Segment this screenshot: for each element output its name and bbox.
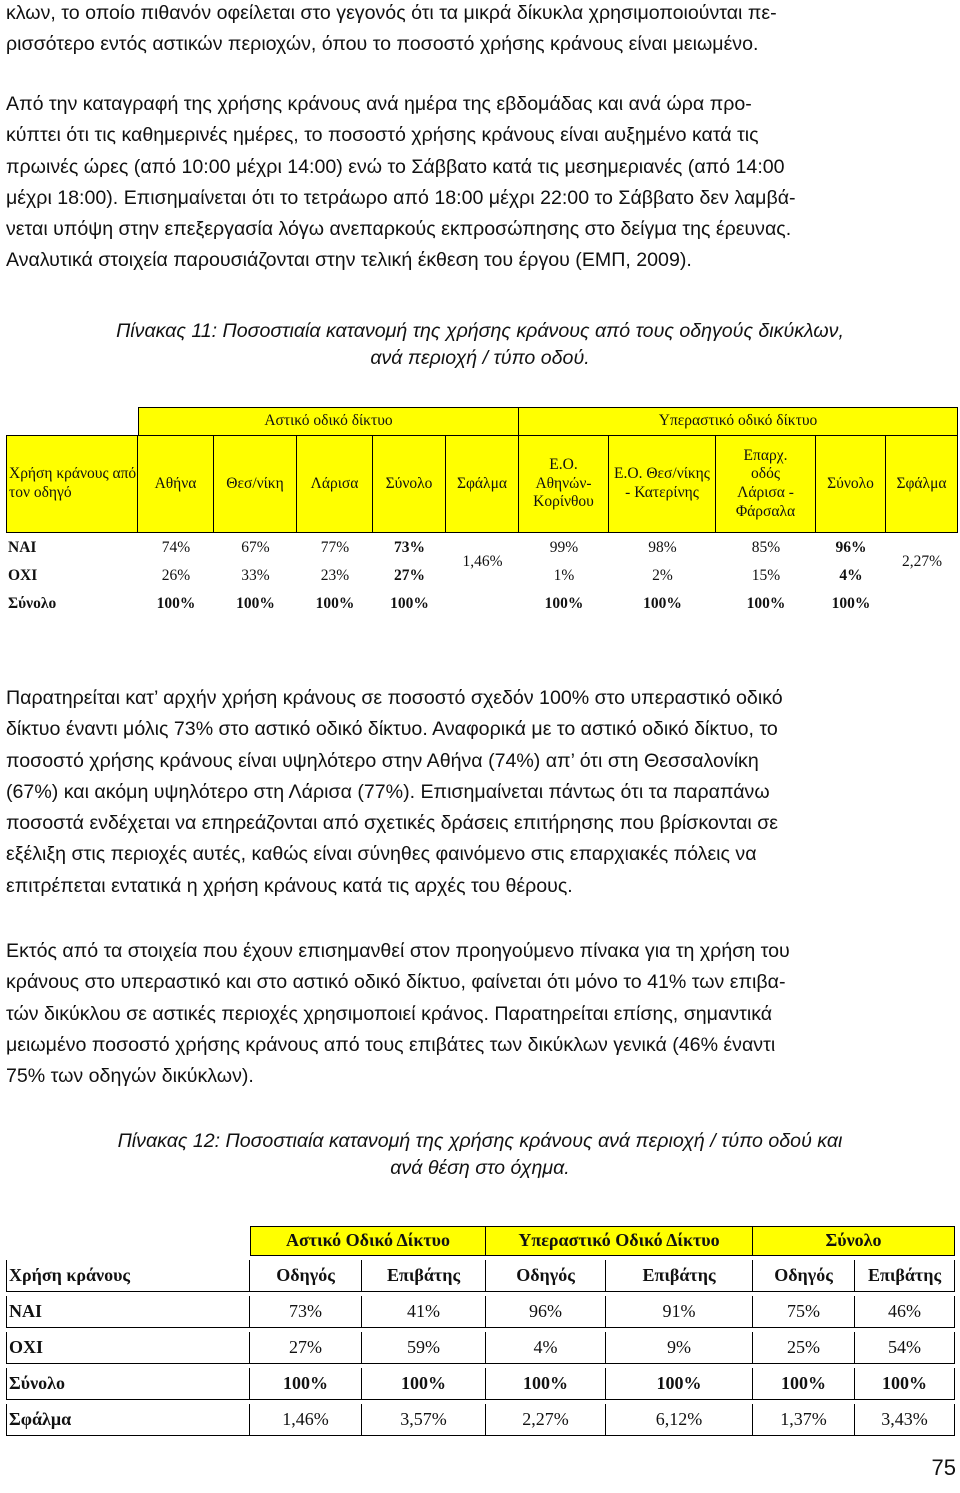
table-cell: 96% (486, 1296, 606, 1328)
text-line: τών δικύκλου σε αστικές περιοχές χρησιμοποιεί κράνος. Παρατηρείται επίσης, σημαντικά (6, 1002, 773, 1025)
table-cell: 25% (753, 1332, 855, 1364)
col-header: Λάρισα (297, 435, 373, 533)
row-label: Σύνολο (6, 1368, 250, 1400)
table-cell: 100% (236, 594, 275, 612)
table-cell: 77% (320, 538, 350, 556)
table-cell: 100% (390, 594, 429, 612)
row-label: ΝΑΙ (8, 538, 37, 556)
row-header: Χρήση κράνους (6, 1260, 250, 1292)
table-cell: 2% (652, 566, 673, 584)
col-header: Ε.Ο. Αθηνών-Κορίνθου (519, 435, 609, 533)
text-line: κύπτει ότι τις καθημερινές ημέρες, το ποσοστό χρήσης κράνους είναι αυξημένο κατά τις (6, 124, 759, 147)
text-line: δίκτυο έναντι μόλις 73% στο αστικό οδικό δίκτυο. Αναφορικά με το αστικό οδικό δίκτυο, το (6, 718, 778, 741)
group-header-urban: Αστικό οδικό δίκτυο (138, 407, 519, 435)
col-header: Αθήνα (138, 435, 214, 533)
col-header: Θεσ/νίκη (214, 435, 297, 533)
col-header: Σύνολο (373, 435, 446, 533)
text-line: εξέλιξη στις περιοχές αυτές, καθώς είναι σύνηθες φαινόμενο στις επαρχιακές πόλεις να (6, 843, 757, 866)
caption-line: Πίνακας 12: Ποσοστιαία κατανομή της χρήσης κράνους ανά περιοχή / τύπο οδού και (117, 1130, 843, 1152)
group-header-interurban: Υπεραστικό οδικό δίκτυο (519, 407, 958, 435)
col-header: Σύνολο (816, 435, 886, 533)
text-line: νεται υπόψη στην επεξεργασία λόγω ανεπαρκούς εκπροσώπησης στο δείγμα της έρευνας. (6, 218, 792, 241)
table-cell: 54% (855, 1332, 955, 1364)
page-number: 75 (931, 1455, 956, 1480)
table-cell: 67% (241, 538, 270, 556)
table-cell: 100% (643, 594, 682, 612)
table-cell: 15% (751, 566, 781, 584)
table-cell: 3,43% (855, 1404, 955, 1436)
text-line: μειωμένο ποσοστό χρήσης κράνους από τους επιβάτες των δικύκλων γενικά (46% έναντι (6, 1033, 776, 1056)
col-header: Σφάλμα (886, 435, 958, 533)
paragraph-passengers (6, 936, 956, 1092)
table-cell: 59% (362, 1332, 486, 1364)
text-line: μέχρι 18:00). Επισημαίνεται ότι το τετράωρο από 18:00 μέχρι 22:00 το Σάββατο δεν λαμβά- (6, 186, 796, 209)
col-header: Επαρχ. οδός Λάρισα - Φάρσαλα (716, 435, 816, 533)
table-11 (0, 400, 960, 620)
text-line: ρισσότερο εντός αστικών περιοχών, όπου το ποσοστό χρήσης κράνους είναι μειωμένο. (6, 33, 759, 56)
text-line: κλων, το οποίο πιθανόν οφείλεται στο γεγονός ότι τα μικρά δίκυκλα χρησιμοποιούνται πε- (6, 2, 777, 24)
col-header: Ε.Ο. Θεσ/νίκης - Κατερίνης (609, 435, 716, 533)
table-11-caption (0, 318, 960, 372)
text-line: επιτρέπεται εντατικά η χρήση κράνους κατά τις αρχές του θέρους. (6, 874, 573, 897)
table-cell: 4% (839, 566, 863, 584)
table-cell: 100% (831, 594, 871, 612)
caption-line: ανά περιοχή / τύπο οδού. (370, 347, 590, 369)
col-header: Οδηγός (250, 1260, 362, 1292)
row-label: Σφάλμα (6, 1404, 250, 1436)
table-cell: 6,12% (606, 1404, 753, 1436)
table-cell: 100% (362, 1368, 486, 1400)
table-cell: 75% (753, 1296, 855, 1328)
table-cell: 1,37% (753, 1404, 855, 1436)
row-label: ΟΧΙ (6, 1332, 250, 1364)
group-header-total: Σύνολο (753, 1226, 955, 1256)
group-header-urban: Αστικό Οδικό Δίκτυο (250, 1226, 486, 1256)
table-cell: 4% (486, 1332, 606, 1364)
text-line: πρωινές ώρες (από 10:00 μέχρι 14:00) ενώ το Σάββατο κατά τις μεσημεριανές (από 14:00 (6, 155, 785, 178)
text-line: Αναλυτικά στοιχεία παρουσιάζονται στην τελική έκθεση του έργου (ΕΜΠ, 2009). (6, 249, 692, 272)
table-cell: 100% (315, 594, 355, 612)
table-cell: 41% (362, 1296, 486, 1328)
table-cell: 100% (855, 1368, 955, 1400)
table-cell: 46% (855, 1296, 955, 1328)
table-cell: 73% (250, 1296, 362, 1328)
table-cell: 33% (241, 566, 270, 584)
paragraph-analysis (6, 683, 956, 902)
table-cell: 3,57% (362, 1404, 486, 1436)
text-line: 75% των οδηγών δικύκλων). (6, 1065, 254, 1088)
text-line: κράνους στο υπεραστικό και στο αστικό οδικό δίκτυο, φαίνεται ότι μόνο το 41% των επιβα- (6, 971, 786, 994)
table-cell: 2,27% (486, 1404, 606, 1436)
text-line: Εκτός από τα στοιχεία που έχουν επισημανθεί στον προηγούμενο πίνακα για τη χρήση του (6, 940, 790, 962)
table-cell: 23% (320, 566, 350, 584)
col-header: Επιβάτης (606, 1260, 753, 1292)
paragraph-helmet-by-day (6, 89, 956, 277)
table-cell: 100% (250, 1368, 362, 1400)
text-line: Από την καταγραφή της χρήσης κράνους ανά ημέρα της εβδομάδας και ανά ώρα προ- (6, 93, 752, 115)
table-cell: 73% (394, 538, 425, 556)
row-label: ΝΑΙ (6, 1296, 250, 1328)
col-header: Επιβάτης (362, 1260, 486, 1292)
table-cell: 98% (648, 538, 677, 556)
table-cell: 100% (486, 1368, 606, 1400)
text-line: ποσοστό χρήσης κράνους είναι υψηλότερο στην Αθήνα (74%) απ’ ότι στη Θεσσαλονίκη (6, 749, 759, 772)
urban-error-cell: 1,46% (462, 552, 503, 570)
table-cell: 100% (544, 594, 584, 612)
table-cell: 100% (753, 1368, 855, 1400)
row-label: ΟΧΙ (8, 566, 38, 584)
interurban-error-cell: 2,27% (901, 552, 943, 570)
table-cell: 96% (835, 538, 867, 556)
text-line: (67%) και ακόμη υψηλότερο στη Λάρισα (77%). Επισημαίνεται πάντως ότι τα παραπάνω (6, 780, 770, 803)
table-cell: 99% (549, 538, 579, 556)
table-cell: 74% (161, 538, 191, 556)
table-cell: 27% (250, 1332, 362, 1364)
col-header: Επιβάτης (855, 1260, 955, 1292)
group-header-interurban: Υπεραστικό Οδικό Δίκτυο (486, 1226, 753, 1256)
row-label: Σύνολο (8, 594, 57, 612)
table-12 (0, 1220, 960, 1442)
table-cell: 9% (606, 1332, 753, 1364)
table-cell: 100% (156, 594, 196, 612)
caption-line: ανά θέση στο όχημα. (390, 1157, 570, 1179)
table-cell: 91% (606, 1296, 753, 1328)
table-cell: 1% (553, 566, 575, 584)
table-cell: 100% (746, 594, 786, 612)
intro-paragraph (6, 0, 956, 61)
table-cell: 85% (751, 538, 781, 556)
text-line: Παρατηρείται κατ’ αρχήν χρήση κράνους σε ποσοστό σχεδόν 100% στο υπεραστικό οδικό (6, 687, 783, 709)
table-cell: 27% (394, 566, 425, 584)
text-line: ποσοστά ενδέχεται να επηρεάζονται από σχετικές δράσεις επιτήρησης που βρίσκονται σε (6, 812, 779, 835)
caption-line: Πίνακας 11: Ποσοστιαία κατανομή της χρήσης κράνους από τους οδηγούς δικύκλων, (116, 320, 844, 342)
row-header: Χρήση κράνους από τον οδηγό (6, 435, 138, 533)
col-header: Σφάλμα (446, 435, 519, 533)
col-header: Οδηγός (486, 1260, 606, 1292)
table-cell: 100% (606, 1368, 753, 1400)
table-cell: 1,46% (250, 1404, 362, 1436)
table-cell: 26% (161, 566, 191, 584)
col-header: Οδηγός (753, 1260, 855, 1292)
table-12-caption (0, 1128, 960, 1182)
